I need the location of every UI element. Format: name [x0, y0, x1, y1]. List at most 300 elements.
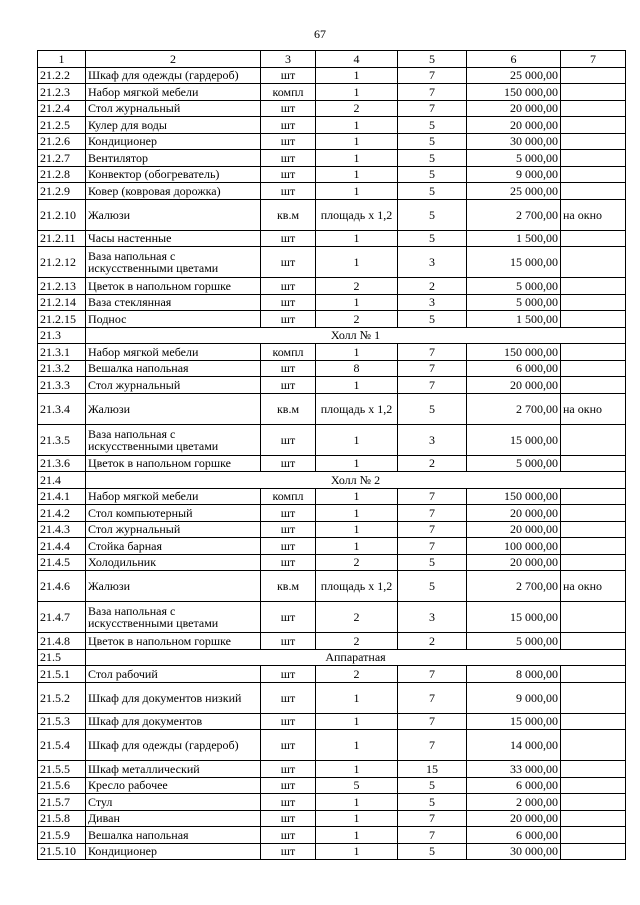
item-note — [561, 424, 626, 455]
item-name: Стул — [86, 794, 261, 811]
table-row — [38, 666, 626, 683]
item-number: 21.5.7 — [38, 794, 86, 811]
item-price: 15 000,00 — [467, 247, 561, 278]
column-term-header: 5 — [398, 51, 467, 68]
table-row — [38, 230, 626, 247]
table-row — [38, 633, 626, 650]
table-row — [38, 713, 626, 730]
item-price: 9 000,00 — [467, 166, 561, 183]
item-quantity: 1 — [316, 247, 398, 278]
item-note — [561, 230, 626, 247]
item-unit: шт — [261, 455, 316, 472]
item-note — [561, 166, 626, 183]
item-quantity: площадь х 1,2 — [316, 199, 398, 230]
item-price: 9 000,00 — [467, 682, 561, 713]
section-number: 21.3 — [38, 327, 86, 344]
item-term: 7 — [398, 682, 467, 713]
table-row — [38, 488, 626, 505]
item-term: 5 — [398, 117, 467, 134]
table-row — [38, 377, 626, 394]
item-price: 5 000,00 — [467, 455, 561, 472]
item-term: 7 — [398, 666, 467, 683]
item-price: 20 000,00 — [467, 100, 561, 117]
item-price: 14 000,00 — [467, 730, 561, 761]
section-title: Холл № 2 — [86, 472, 626, 489]
item-unit: компл — [261, 84, 316, 101]
item-unit: компл — [261, 488, 316, 505]
item-number: 21.4.3 — [38, 521, 86, 538]
item-term: 5 — [398, 843, 467, 860]
item-name: Стол рабочий — [86, 666, 261, 683]
item-quantity: 2 — [316, 602, 398, 633]
item-note — [561, 682, 626, 713]
item-name: Жалюзи — [86, 571, 261, 602]
item-term: 7 — [398, 713, 467, 730]
item-unit: шт — [261, 150, 316, 167]
item-price: 2 700,00 — [467, 393, 561, 424]
item-name: Поднос — [86, 311, 261, 328]
item-unit: шт — [261, 843, 316, 860]
item-note — [561, 666, 626, 683]
item-unit: шт — [261, 183, 316, 200]
table-header-row — [38, 51, 626, 68]
item-term: 7 — [398, 810, 467, 827]
item-quantity: 1 — [316, 843, 398, 860]
item-unit: шт — [261, 294, 316, 311]
item-price: 2 700,00 — [467, 199, 561, 230]
item-unit: шт — [261, 682, 316, 713]
item-note: на окно — [561, 571, 626, 602]
item-unit: шт — [261, 360, 316, 377]
table-row — [38, 84, 626, 101]
item-price: 15 000,00 — [467, 424, 561, 455]
item-unit: шт — [261, 505, 316, 522]
item-price: 150 000,00 — [467, 488, 561, 505]
item-name: Холодильник — [86, 554, 261, 571]
item-unit: шт — [261, 521, 316, 538]
item-unit: шт — [261, 166, 316, 183]
item-number: 21.2.9 — [38, 183, 86, 200]
item-name: Набор мягкой мебели — [86, 344, 261, 361]
item-quantity: 1 — [316, 538, 398, 555]
table-row — [38, 133, 626, 150]
item-price: 20 000,00 — [467, 810, 561, 827]
item-unit: шт — [261, 827, 316, 844]
item-note — [561, 344, 626, 361]
item-unit: шт — [261, 424, 316, 455]
item-term: 5 — [398, 166, 467, 183]
item-term: 15 — [398, 761, 467, 778]
item-unit: кв.м — [261, 393, 316, 424]
item-unit: шт — [261, 67, 316, 84]
item-number: 21.2.6 — [38, 133, 86, 150]
item-note: на окно — [561, 199, 626, 230]
item-name: Кулер для воды — [86, 117, 261, 134]
item-price: 150 000,00 — [467, 344, 561, 361]
item-term: 7 — [398, 377, 467, 394]
item-number: 21.2.4 — [38, 100, 86, 117]
item-note — [561, 794, 626, 811]
item-note — [561, 602, 626, 633]
item-term: 3 — [398, 294, 467, 311]
item-note — [561, 488, 626, 505]
item-note — [561, 278, 626, 295]
table-row — [38, 150, 626, 167]
item-name: Цветок в напольном горшке — [86, 455, 261, 472]
item-name: Конвектор (обогреватель) — [86, 166, 261, 183]
table-row — [38, 166, 626, 183]
item-price: 2 700,00 — [467, 571, 561, 602]
item-term: 7 — [398, 67, 467, 84]
item-number: 21.3.1 — [38, 344, 86, 361]
item-quantity: 1 — [316, 84, 398, 101]
item-term: 7 — [398, 100, 467, 117]
item-price: 2 000,00 — [467, 794, 561, 811]
item-name: Набор мягкой мебели — [86, 488, 261, 505]
table-row — [38, 247, 626, 278]
item-price: 5 000,00 — [467, 633, 561, 650]
item-quantity: площадь х 1,2 — [316, 393, 398, 424]
item-term: 2 — [398, 633, 467, 650]
item-price: 150 000,00 — [467, 84, 561, 101]
item-price: 100 000,00 — [467, 538, 561, 555]
table-row — [38, 199, 626, 230]
item-term: 7 — [398, 827, 467, 844]
item-note — [561, 150, 626, 167]
item-name: Вентилятор — [86, 150, 261, 167]
item-note — [561, 183, 626, 200]
item-price: 8 000,00 — [467, 666, 561, 683]
item-price: 20 000,00 — [467, 521, 561, 538]
column-number-header: 1 — [38, 51, 86, 68]
item-price: 25 000,00 — [467, 67, 561, 84]
item-quantity: 1 — [316, 730, 398, 761]
item-number: 21.3.2 — [38, 360, 86, 377]
item-name: Кондиционер — [86, 133, 261, 150]
table-row — [38, 521, 626, 538]
item-number: 21.5.6 — [38, 777, 86, 794]
item-number: 21.4.8 — [38, 633, 86, 650]
item-term: 7 — [398, 730, 467, 761]
item-quantity: 1 — [316, 67, 398, 84]
item-unit: шт — [261, 666, 316, 683]
furniture-table — [37, 50, 626, 860]
item-term: 2 — [398, 455, 467, 472]
item-note — [561, 84, 626, 101]
table-row — [38, 393, 626, 424]
item-number: 21.2.13 — [38, 278, 86, 295]
item-quantity: 1 — [316, 377, 398, 394]
item-note — [561, 133, 626, 150]
item-term: 7 — [398, 84, 467, 101]
item-quantity: 2 — [316, 554, 398, 571]
item-price: 30 000,00 — [467, 133, 561, 150]
section-number: 21.5 — [38, 649, 86, 666]
table-row — [38, 67, 626, 84]
item-term: 2 — [398, 278, 467, 295]
item-quantity: 1 — [316, 810, 398, 827]
table-row — [38, 294, 626, 311]
item-unit: шт — [261, 810, 316, 827]
item-note — [561, 117, 626, 134]
item-number: 21.2.8 — [38, 166, 86, 183]
item-note — [561, 247, 626, 278]
table-row — [38, 827, 626, 844]
item-quantity: 5 — [316, 777, 398, 794]
section-row — [38, 472, 626, 489]
item-term: 3 — [398, 424, 467, 455]
item-note — [561, 777, 626, 794]
column-note-header: 7 — [561, 51, 626, 68]
item-term: 5 — [398, 794, 467, 811]
page-number: 67 — [314, 27, 326, 41]
section-row — [38, 649, 626, 666]
item-price: 6 000,00 — [467, 777, 561, 794]
table-row — [38, 505, 626, 522]
item-price: 5 000,00 — [467, 278, 561, 295]
table-row — [38, 682, 626, 713]
table-row — [38, 571, 626, 602]
item-quantity: 1 — [316, 294, 398, 311]
item-number: 21.2.7 — [38, 150, 86, 167]
item-quantity: 1 — [316, 424, 398, 455]
table-row — [38, 183, 626, 200]
item-term: 5 — [398, 183, 467, 200]
item-number: 21.5.2 — [38, 682, 86, 713]
item-term: 3 — [398, 602, 467, 633]
item-name: Набор мягкой мебели — [86, 84, 261, 101]
item-name: Кондиционер — [86, 843, 261, 860]
item-term: 5 — [398, 777, 467, 794]
item-price: 20 000,00 — [467, 505, 561, 522]
item-note — [561, 730, 626, 761]
item-name: Ваза стеклянная — [86, 294, 261, 311]
item-note — [561, 521, 626, 538]
item-number: 21.3.6 — [38, 455, 86, 472]
item-note — [561, 827, 626, 844]
item-name: Стол компьютерный — [86, 505, 261, 522]
item-price: 15 000,00 — [467, 713, 561, 730]
item-quantity: 1 — [316, 713, 398, 730]
item-name: Кресло рабочее — [86, 777, 261, 794]
item-unit: шт — [261, 230, 316, 247]
table-row — [38, 344, 626, 361]
table-row — [38, 455, 626, 472]
item-unit: шт — [261, 100, 316, 117]
table-row — [38, 794, 626, 811]
item-number: 21.4.5 — [38, 554, 86, 571]
item-price: 6 000,00 — [467, 360, 561, 377]
column-quantity-header: 4 — [316, 51, 398, 68]
item-term: 5 — [398, 311, 467, 328]
item-name: Стойка барная — [86, 538, 261, 555]
item-name: Ковер (ковровая дорожка) — [86, 183, 261, 200]
item-term: 5 — [398, 199, 467, 230]
item-name: Вешалка напольная — [86, 827, 261, 844]
table-row — [38, 424, 626, 455]
item-note — [561, 761, 626, 778]
item-term: 5 — [398, 230, 467, 247]
item-term: 5 — [398, 571, 467, 602]
item-price: 25 000,00 — [467, 183, 561, 200]
item-name: Ваза напольная с искусственными цветами — [86, 602, 261, 633]
item-number: 21.2.2 — [38, 67, 86, 84]
item-term: 5 — [398, 554, 467, 571]
item-name: Часы настенные — [86, 230, 261, 247]
table-row — [38, 538, 626, 555]
item-unit: шт — [261, 730, 316, 761]
item-unit: шт — [261, 602, 316, 633]
item-name: Шкаф для документов — [86, 713, 261, 730]
item-number: 21.3.4 — [38, 393, 86, 424]
section-row — [38, 327, 626, 344]
item-quantity: 2 — [316, 633, 398, 650]
item-note — [561, 505, 626, 522]
item-quantity: 1 — [316, 488, 398, 505]
item-unit: шт — [261, 247, 316, 278]
table-row — [38, 100, 626, 117]
item-note — [561, 713, 626, 730]
item-note — [561, 294, 626, 311]
item-number: 21.2.10 — [38, 199, 86, 230]
item-quantity: 1 — [316, 521, 398, 538]
section-title: Аппаратная — [86, 649, 626, 666]
table-row — [38, 117, 626, 134]
item-quantity: 1 — [316, 794, 398, 811]
item-number: 21.2.3 — [38, 84, 86, 101]
table-row — [38, 554, 626, 571]
item-note — [561, 67, 626, 84]
item-name: Шкаф металлический — [86, 761, 261, 778]
item-note — [561, 455, 626, 472]
item-unit: шт — [261, 311, 316, 328]
item-name: Диван — [86, 810, 261, 827]
item-price: 6 000,00 — [467, 827, 561, 844]
item-unit: кв.м — [261, 199, 316, 230]
item-quantity: 1 — [316, 133, 398, 150]
item-number: 21.5.8 — [38, 810, 86, 827]
item-unit: шт — [261, 538, 316, 555]
item-quantity: 1 — [316, 344, 398, 361]
item-quantity: 1 — [316, 455, 398, 472]
item-term: 7 — [398, 344, 467, 361]
item-number: 21.2.5 — [38, 117, 86, 134]
item-price: 33 000,00 — [467, 761, 561, 778]
column-price-header: 6 — [467, 51, 561, 68]
item-unit: шт — [261, 633, 316, 650]
section-number: 21.4 — [38, 472, 86, 489]
item-note — [561, 843, 626, 860]
item-price: 20 000,00 — [467, 554, 561, 571]
item-term: 5 — [398, 150, 467, 167]
item-term: 7 — [398, 360, 467, 377]
item-name: Цветок в напольном горшке — [86, 278, 261, 295]
item-term: 7 — [398, 538, 467, 555]
item-note — [561, 100, 626, 117]
item-note: на окно — [561, 393, 626, 424]
item-quantity: 1 — [316, 230, 398, 247]
item-number: 21.2.11 — [38, 230, 86, 247]
item-price: 1 500,00 — [467, 230, 561, 247]
item-price: 20 000,00 — [467, 377, 561, 394]
item-name: Шкаф для документов низкий — [86, 682, 261, 713]
item-unit: компл — [261, 344, 316, 361]
item-term: 3 — [398, 247, 467, 278]
item-quantity: 1 — [316, 682, 398, 713]
item-name: Жалюзи — [86, 393, 261, 424]
item-unit: шт — [261, 278, 316, 295]
item-quantity: 1 — [316, 505, 398, 522]
item-number: 21.4.2 — [38, 505, 86, 522]
table-row — [38, 360, 626, 377]
item-note — [561, 554, 626, 571]
item-number: 21.5.3 — [38, 713, 86, 730]
item-unit: шт — [261, 554, 316, 571]
section-title: Холл № 1 — [86, 327, 626, 344]
item-name: Шкаф для одежды (гардероб) — [86, 730, 261, 761]
table-row — [38, 278, 626, 295]
item-unit: шт — [261, 377, 316, 394]
item-unit: шт — [261, 117, 316, 134]
item-price: 5 000,00 — [467, 294, 561, 311]
item-term: 7 — [398, 488, 467, 505]
item-note — [561, 538, 626, 555]
item-note — [561, 810, 626, 827]
item-quantity: 1 — [316, 117, 398, 134]
item-number: 21.4.1 — [38, 488, 86, 505]
item-number: 21.5.9 — [38, 827, 86, 844]
item-name: Стол журнальный — [86, 377, 261, 394]
item-price: 20 000,00 — [467, 117, 561, 134]
item-unit: кв.м — [261, 571, 316, 602]
item-term: 5 — [398, 133, 467, 150]
item-term: 7 — [398, 505, 467, 522]
item-price: 1 500,00 — [467, 311, 561, 328]
item-name: Жалюзи — [86, 199, 261, 230]
item-price: 15 000,00 — [467, 602, 561, 633]
table-row — [38, 311, 626, 328]
item-unit: шт — [261, 133, 316, 150]
item-name: Шкаф для одежды (гардероб) — [86, 67, 261, 84]
item-note — [561, 311, 626, 328]
item-quantity: площадь х 1,2 — [316, 571, 398, 602]
item-quantity: 1 — [316, 183, 398, 200]
item-price: 30 000,00 — [467, 843, 561, 860]
table-row — [38, 761, 626, 778]
column-unit-header: 3 — [261, 51, 316, 68]
item-quantity: 2 — [316, 666, 398, 683]
table-row — [38, 602, 626, 633]
item-note — [561, 360, 626, 377]
table-row — [38, 777, 626, 794]
item-quantity: 1 — [316, 761, 398, 778]
item-quantity: 8 — [316, 360, 398, 377]
item-unit: шт — [261, 794, 316, 811]
item-quantity: 1 — [316, 150, 398, 167]
item-number: 21.5.5 — [38, 761, 86, 778]
item-term: 5 — [398, 393, 467, 424]
item-number: 21.4.4 — [38, 538, 86, 555]
item-number: 21.2.12 — [38, 247, 86, 278]
item-note — [561, 633, 626, 650]
item-name: Стол журнальный — [86, 521, 261, 538]
item-note — [561, 377, 626, 394]
item-number: 21.5.10 — [38, 843, 86, 860]
table-row — [38, 730, 626, 761]
item-number: 21.3.5 — [38, 424, 86, 455]
item-number: 21.5.4 — [38, 730, 86, 761]
table-row — [38, 843, 626, 860]
